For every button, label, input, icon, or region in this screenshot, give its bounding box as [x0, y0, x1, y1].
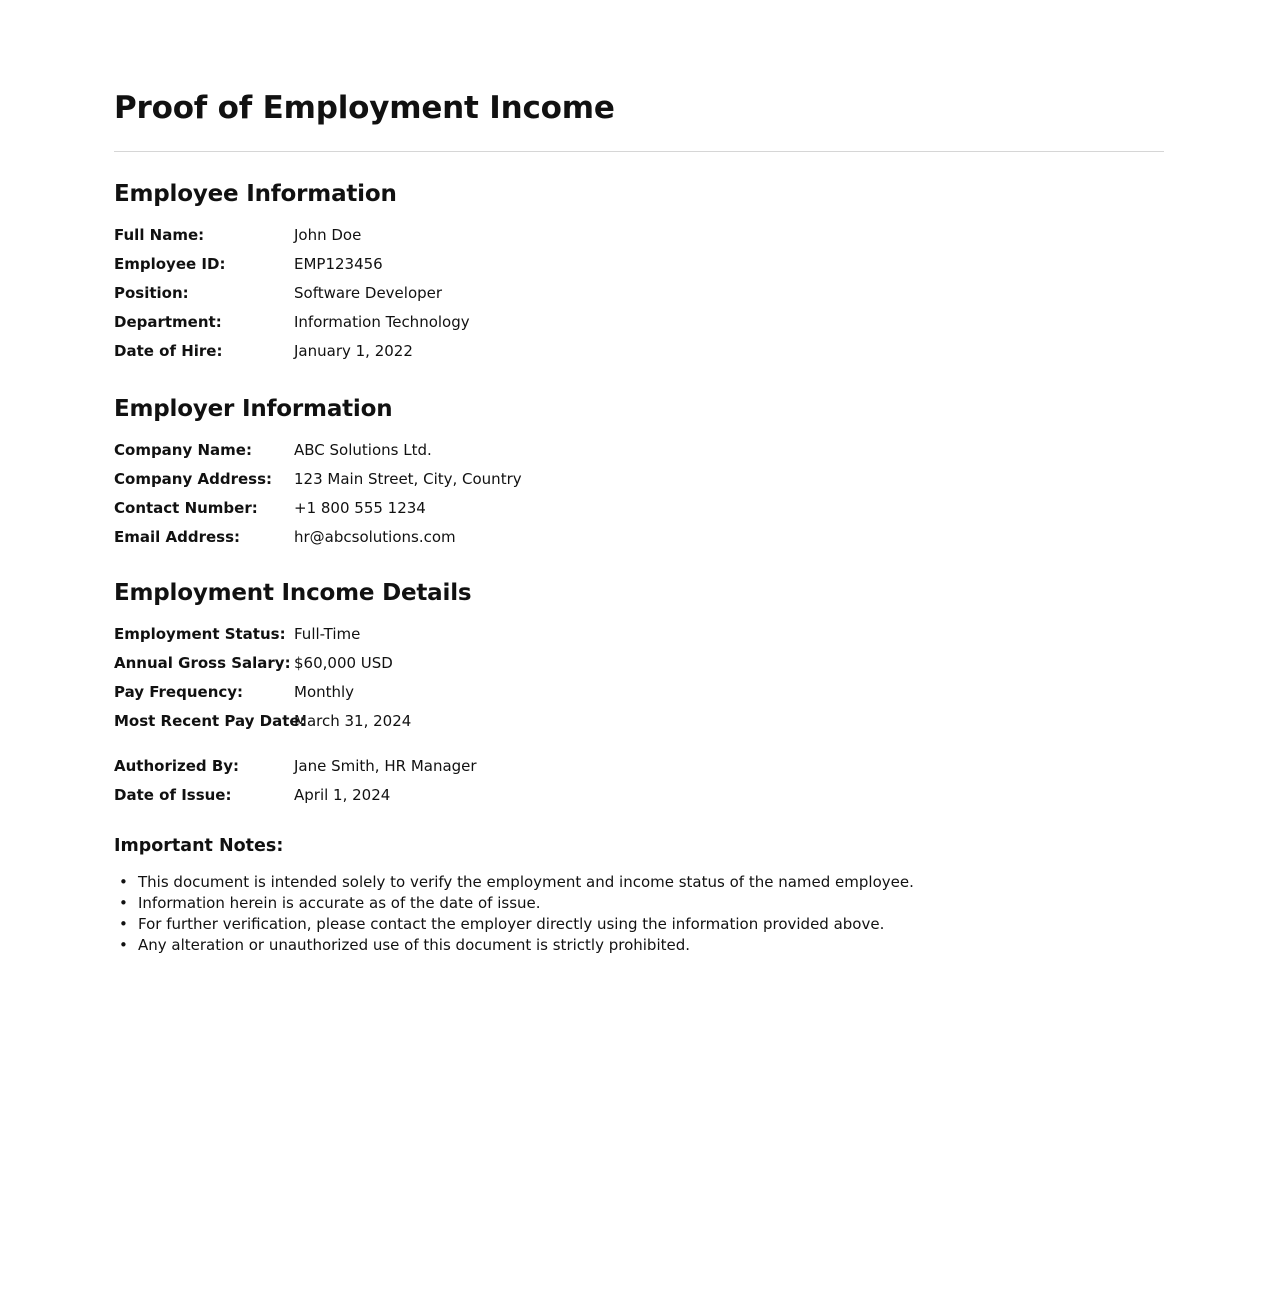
bullet-icon: •: [119, 936, 128, 954]
field-value: EMP123456: [294, 255, 383, 273]
income-details-heading: Employment Income Details: [114, 580, 472, 606]
employer-information-heading: Employer Information: [114, 396, 393, 422]
field-label: Department:: [114, 313, 222, 331]
field-value: $60,000 USD: [294, 654, 393, 672]
list-item: [114, 914, 1164, 935]
field-label: Full Name:: [114, 226, 205, 244]
important-notes-list: [114, 872, 1164, 956]
field-row-date-of-issue: [114, 781, 1164, 810]
income-details-fields: [114, 620, 1164, 736]
field-label: Annual Gross Salary:: [114, 654, 291, 672]
field-value: Information Technology: [294, 313, 470, 331]
note-text: Any alteration or unauthorized use of this document is strictly prohibited.: [138, 936, 691, 954]
field-label: Pay Frequency:: [114, 683, 244, 701]
list-item: [114, 935, 1164, 956]
field-value: Full-Time: [294, 625, 361, 643]
field-value: ABC Solutions Ltd.: [294, 441, 432, 459]
field-row-department: [114, 308, 1164, 337]
field-row-contact-number: [114, 494, 1164, 523]
employee-information-heading: Employee Information: [114, 181, 397, 207]
field-value: hr@abcsolutions.com: [294, 528, 456, 546]
employee-information-section: [114, 178, 1164, 366]
field-value: John Doe: [294, 226, 362, 244]
field-row-company-name: [114, 436, 1164, 465]
field-value: Monthly: [294, 683, 355, 701]
authorization-fields: [114, 752, 1164, 810]
field-label: Company Address:: [114, 470, 272, 488]
field-value: 123 Main Street, City, Country: [294, 470, 522, 488]
bullet-icon: •: [119, 894, 128, 912]
field-value: Software Developer: [294, 284, 443, 302]
list-item: [114, 872, 1164, 893]
field-row-full-name: [114, 221, 1164, 250]
field-row-email-address: [114, 523, 1164, 552]
bullet-icon: •: [119, 873, 128, 891]
note-text: This document is intended solely to verify the employment and income status of the named employee.: [138, 873, 914, 891]
field-label: Authorized By:: [114, 757, 240, 775]
important-notes-heading: Important Notes:: [114, 836, 284, 856]
field-value: +1 800 555 1234: [294, 499, 426, 517]
list-item: [114, 893, 1164, 914]
bullet-icon: •: [119, 915, 128, 933]
field-label: Company Name:: [114, 441, 252, 459]
field-label: Most Recent Pay Date:: [114, 712, 306, 730]
field-label: Date of Hire:: [114, 342, 223, 360]
field-row-date-of-hire: [114, 337, 1164, 366]
page-title: Proof of Employment Income: [114, 90, 615, 126]
field-label: Email Address:: [114, 528, 241, 546]
income-details-section: [114, 577, 1164, 810]
field-row-most-recent-pay-date: [114, 707, 1164, 736]
field-value: April 1, 2024: [294, 786, 391, 804]
field-label: Employment Status:: [114, 625, 286, 643]
note-text: Information herein is accurate as of the date of issue.: [138, 894, 541, 912]
important-notes-section: [114, 833, 1164, 956]
field-row-authorized-by: [114, 752, 1164, 781]
field-label: Date of Issue:: [114, 786, 232, 804]
employee-information-fields: [114, 221, 1164, 366]
field-value: January 1, 2022: [294, 342, 413, 360]
title-divider: [114, 151, 1164, 152]
field-value: March 31, 2024: [294, 712, 412, 730]
field-value: Jane Smith, HR Manager: [294, 757, 477, 775]
field-row-annual-gross-salary: [114, 649, 1164, 678]
field-label: Employee ID:: [114, 255, 226, 273]
field-row-employee-id: [114, 250, 1164, 279]
note-text: For further verification, please contact the employer directly using the information provided above.: [138, 915, 885, 933]
field-row-pay-frequency: [114, 678, 1164, 707]
field-row-position: [114, 279, 1164, 308]
field-row-employment-status: [114, 620, 1164, 649]
employer-information-fields: [114, 436, 1164, 552]
employer-information-section: [114, 393, 1164, 552]
field-label: Position:: [114, 284, 189, 302]
field-label: Contact Number:: [114, 499, 258, 517]
field-row-company-address: [114, 465, 1164, 494]
document-page: [114, 0, 1164, 956]
